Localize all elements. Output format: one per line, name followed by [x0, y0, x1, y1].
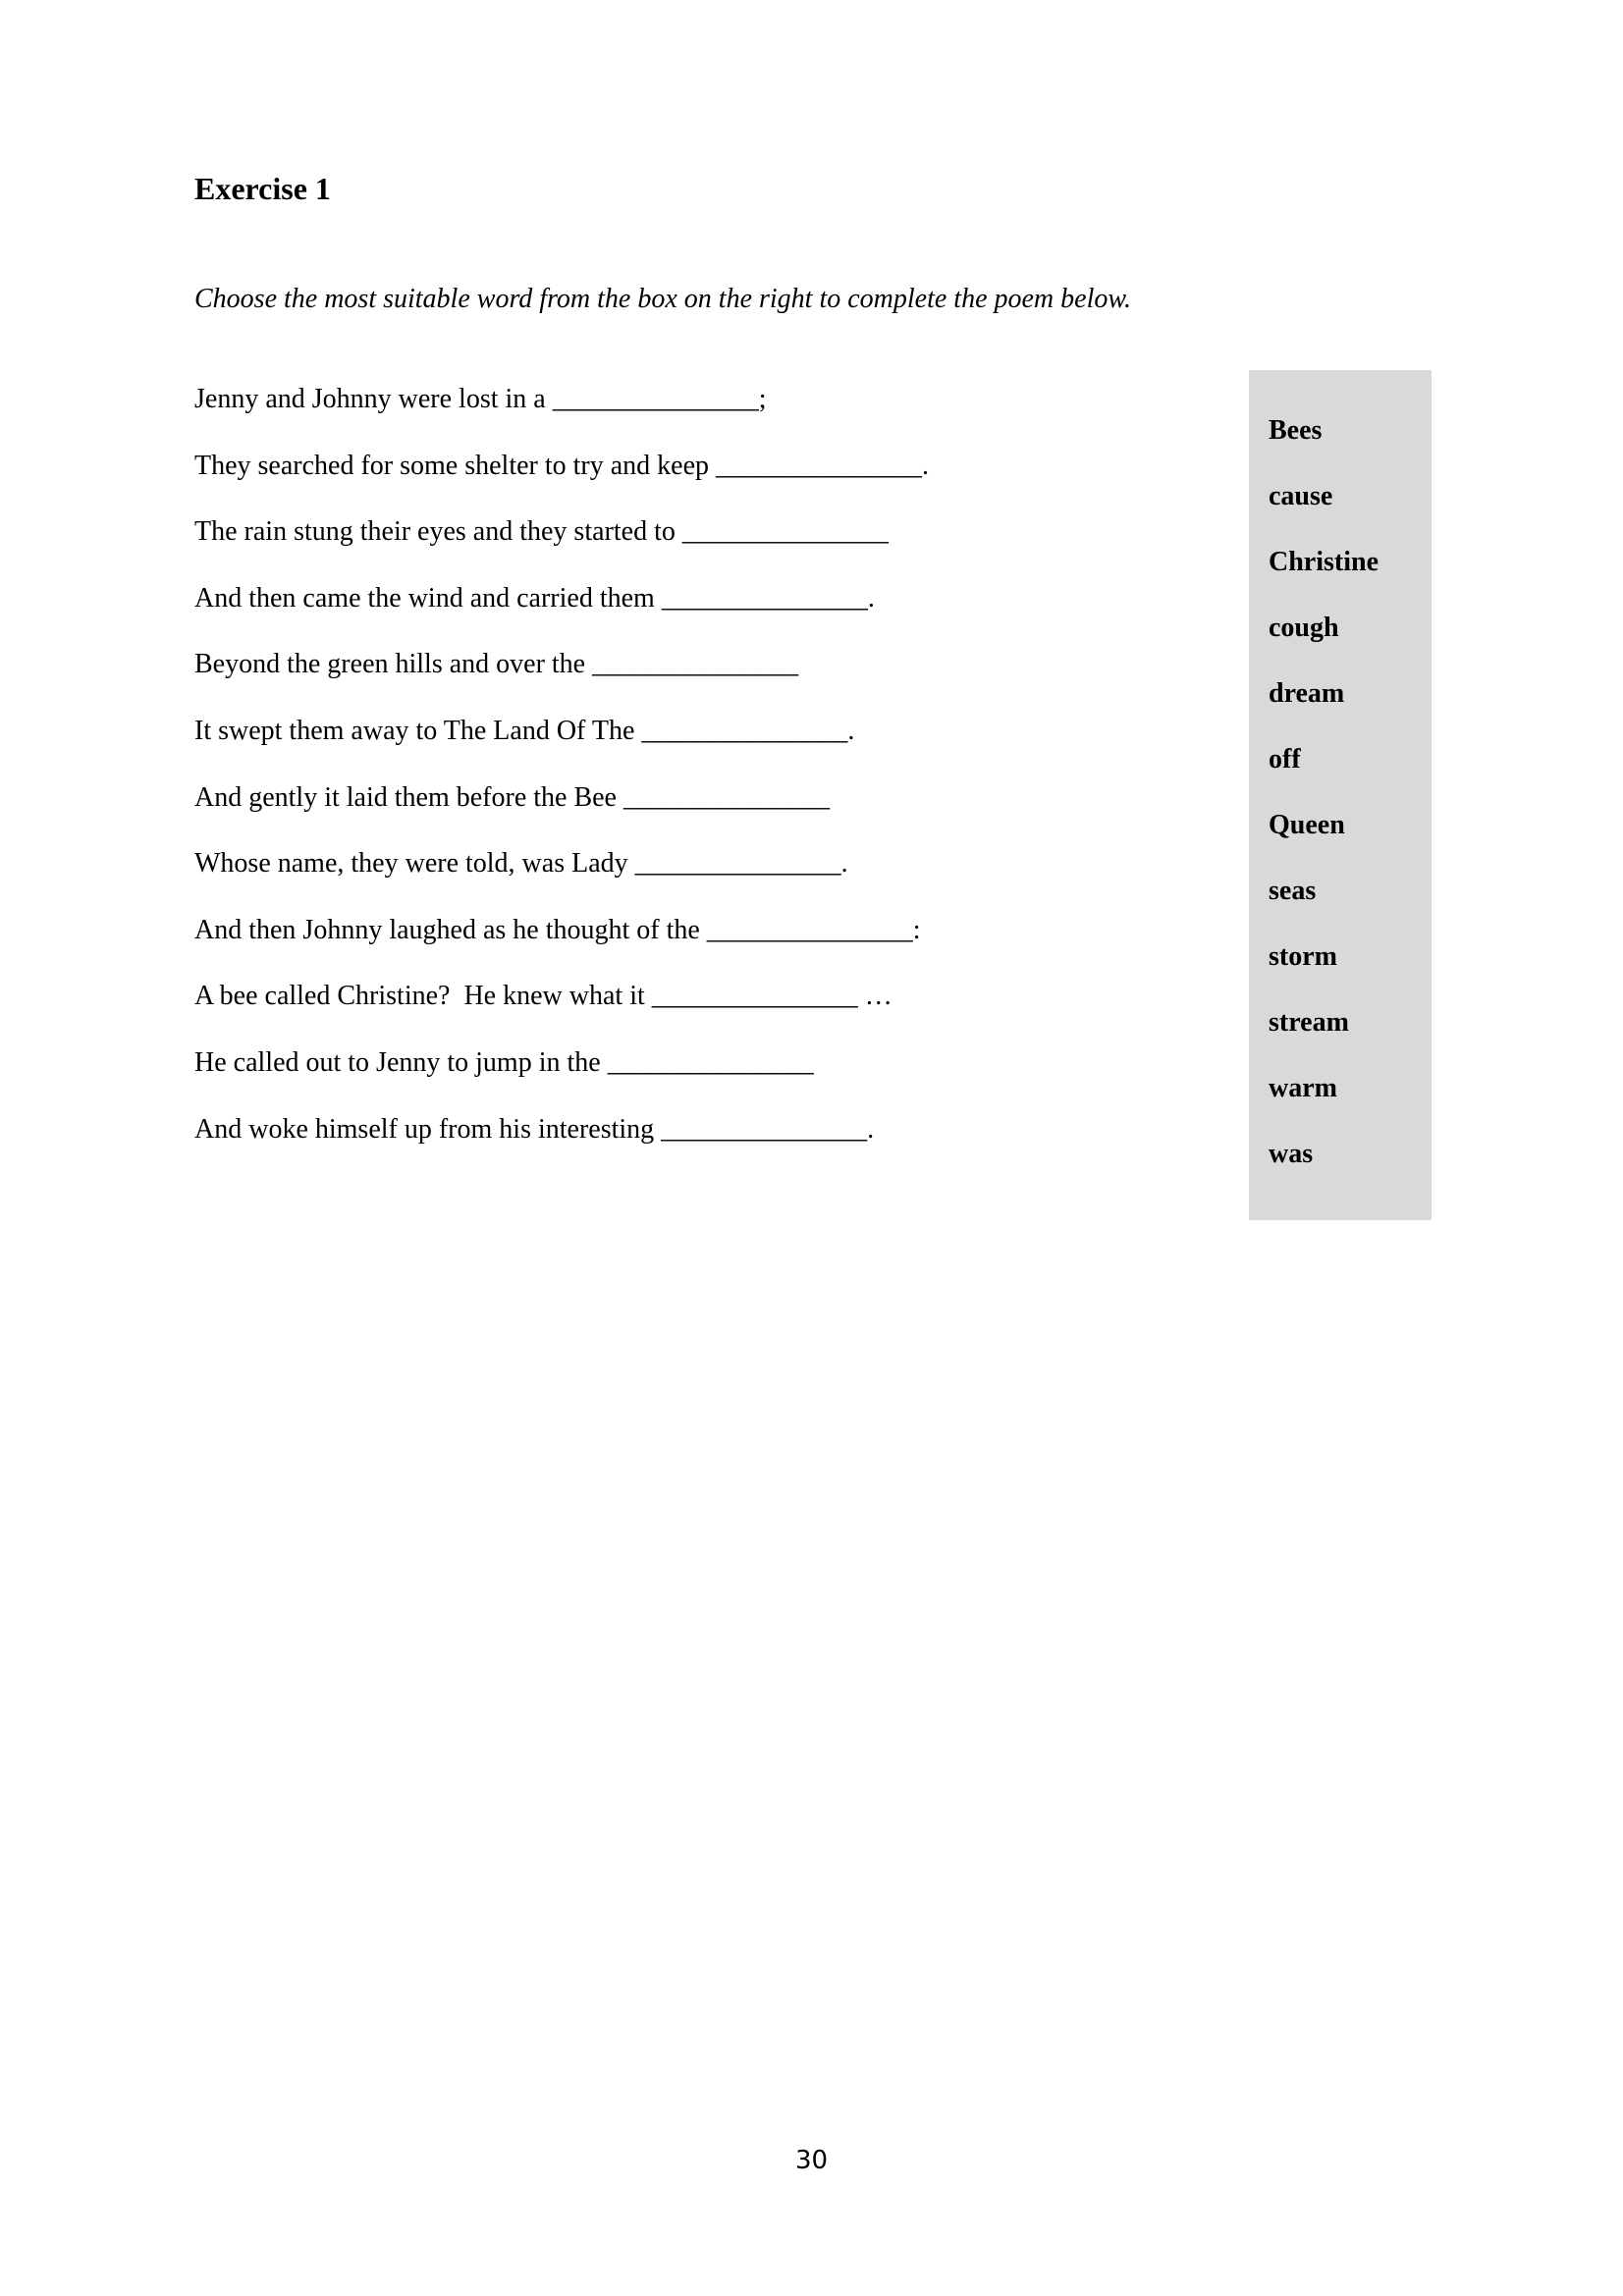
word-box-item: warm	[1269, 1073, 1337, 1103]
word-box-item: stream	[1269, 1007, 1349, 1038]
poem-line: Jenny and Johnny were lost in a _______________;	[194, 384, 767, 414]
exercise-instruction: Choose the most suitable word from the box on the right to complete the poem below.	[194, 284, 1131, 314]
word-box-item: dream	[1269, 678, 1345, 709]
poem-line: They searched for some shelter to try and keep _______________.	[194, 450, 930, 481]
page-number: 30	[794, 2146, 829, 2175]
poem-line: He called out to Jenny to jump in the _______________	[194, 1046, 814, 1078]
word-box-item: Christine	[1269, 547, 1379, 577]
word-box-item: off	[1269, 744, 1301, 774]
poem-line: A bee called Christine? He knew what it _______________ …	[194, 981, 893, 1012]
poem-line: And then came the wind and carried them _______________.	[194, 582, 875, 614]
word-box	[1249, 370, 1432, 1220]
word-box-item: cough	[1269, 613, 1339, 643]
word-box-item: storm	[1269, 941, 1337, 972]
word-box-item: was	[1269, 1139, 1314, 1169]
poem-line: Whose name, they were told, was Lady _______________.	[194, 848, 848, 880]
poem-line: And then Johnny laughed as he thought of the _______________:	[194, 914, 921, 945]
poem-line: The rain stung their eyes and they started to _______________	[194, 516, 889, 548]
poem	[194, 382, 929, 1178]
word-box-item: seas	[1269, 876, 1317, 906]
word-list	[1269, 413, 1379, 1202]
poem-line: It swept them away to The Land Of The _______________.	[194, 715, 855, 746]
word-box-item: Bees	[1269, 415, 1323, 446]
poem-line: Beyond the green hills and over the _______________	[194, 649, 799, 680]
poem-line: And woke himself up from his interesting _______________.	[194, 1113, 875, 1145]
word-box-item: cause	[1269, 481, 1333, 511]
word-box-item: Queen	[1269, 810, 1345, 840]
exercise-title: Exercise 1	[194, 171, 331, 206]
poem-line: And gently it laid them before the Bee _______________	[194, 781, 830, 813]
